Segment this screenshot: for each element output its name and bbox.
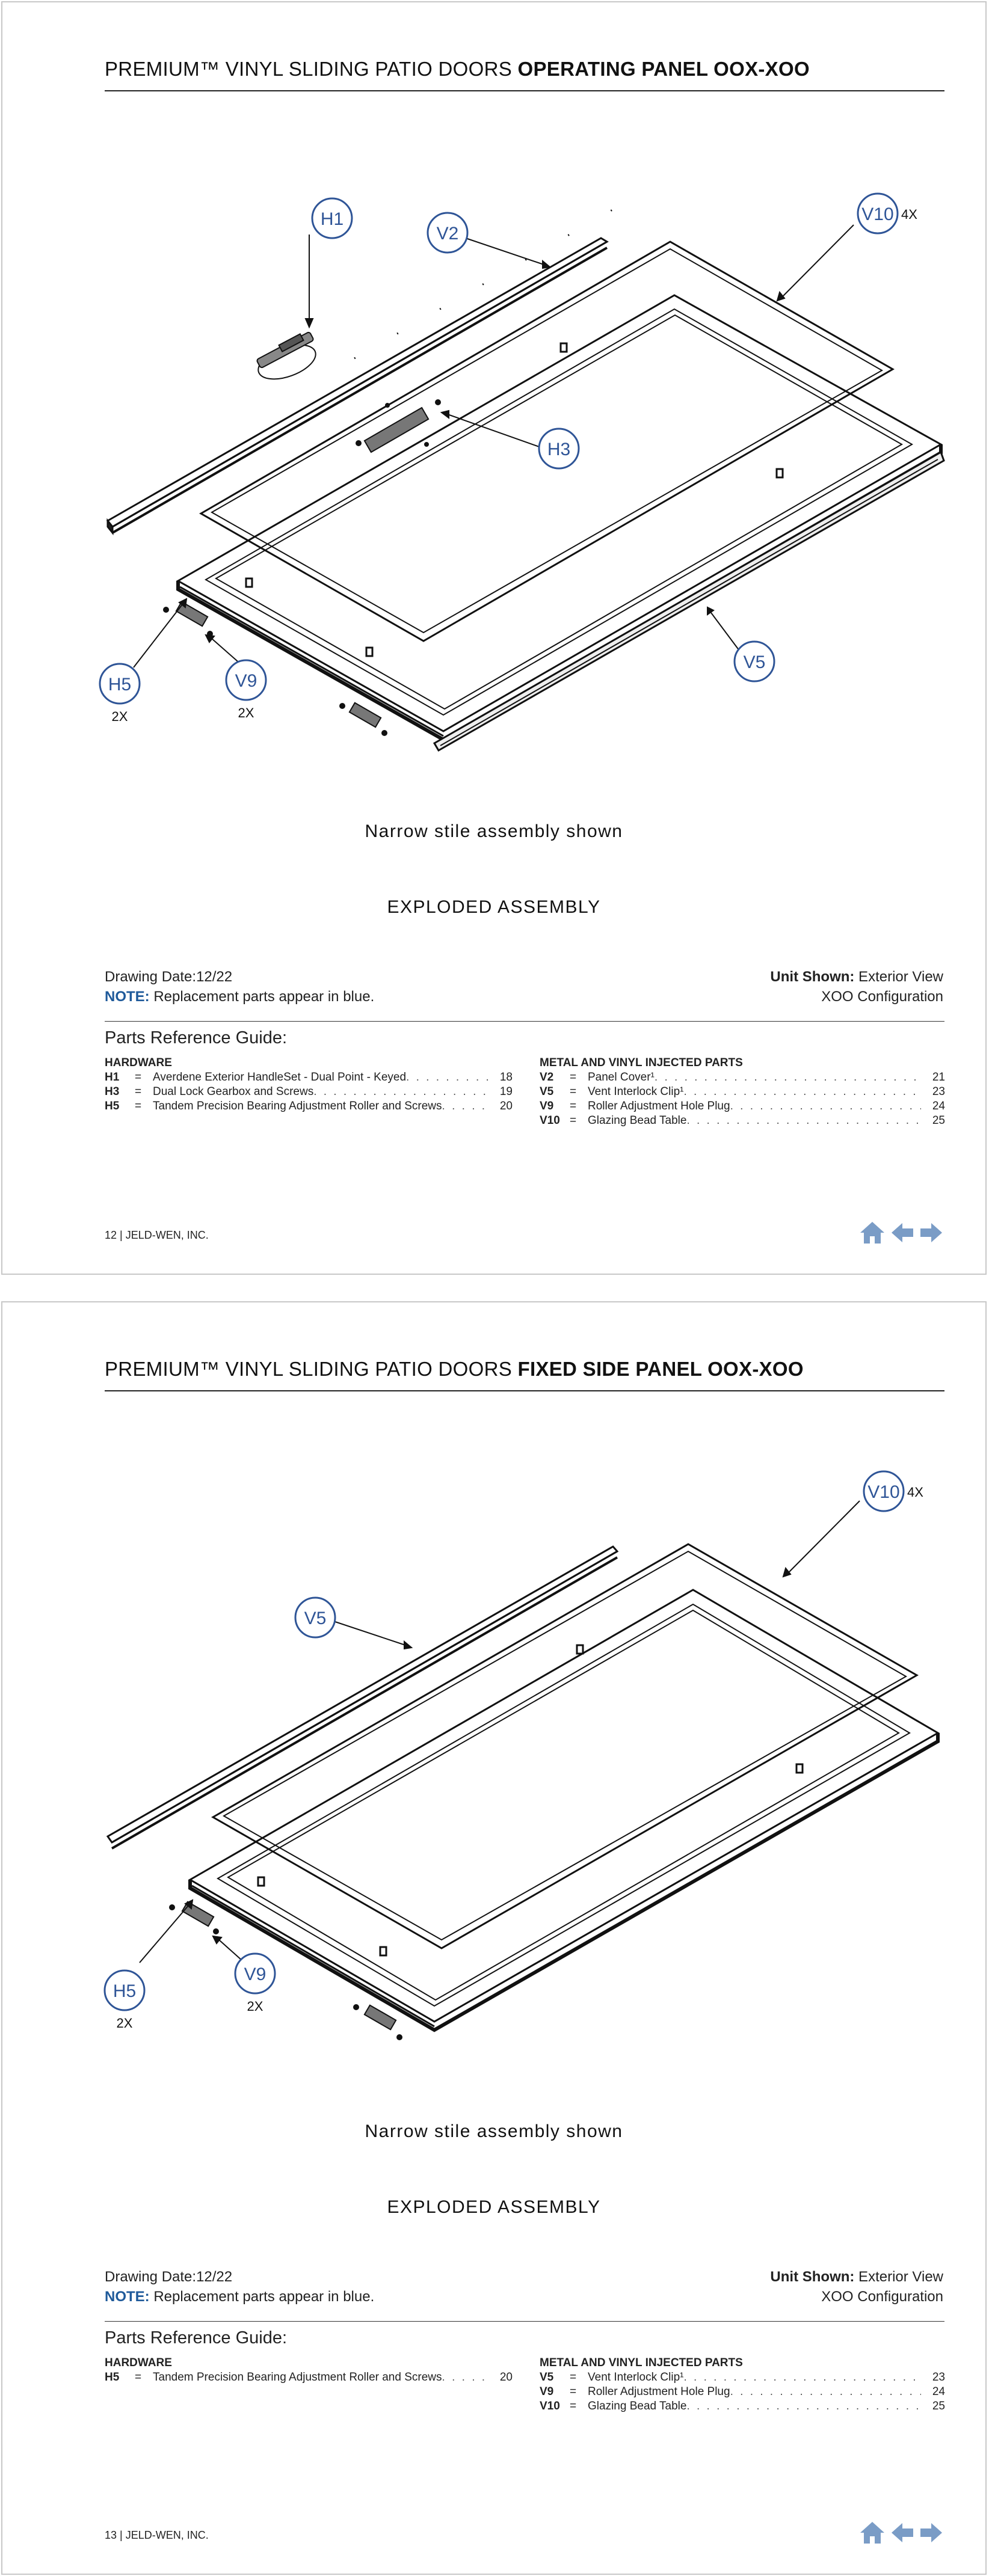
list-item[interactable]: H5 = Tandem Precision Bearing Adjustment Roller and Screws . . . 20 [105,2370,513,2385]
qty-v9: 2X [238,705,254,720]
callout-label-v5: V5 [304,1608,327,1628]
unit-shown: Unit Shown: Exterior View [770,2269,943,2285]
arrow-right-icon[interactable] [919,2521,943,2548]
callout-label-v10: V10 [861,204,894,224]
section-heading: EXPLODED ASSEMBLY [387,2197,601,2217]
drawing-caption: Narrow stile assembly shown [365,821,623,841]
home-icon[interactable] [859,2521,886,2548]
section-heading: EXPLODED ASSEMBLY [387,897,601,917]
configuration: XOO Configuration [821,989,943,1005]
hardware-list [105,1056,513,1114]
qty-v10: 4X [901,207,917,222]
arrow-left-icon[interactable] [890,1221,914,1248]
hardware-heading: HARDWARE [105,1056,172,1069]
list-item[interactable]: V5 = Vent Interlock Clip¹ . . . 23 [540,1085,945,1099]
list-item[interactable]: H3 = Dual Lock Gearbox and Screws . . . 19 [105,1085,513,1099]
list-item[interactable]: H1 = Averdene Exterior HandleSet - Dual Point - Keyed . . . 18 [105,1070,513,1085]
callout-label-h1: H1 [320,209,344,229]
configuration: XOO Configuration [821,2289,943,2305]
home-icon[interactable] [859,1221,886,1248]
qty-v10: 4X [907,1485,923,1500]
callout-label-v9: V9 [244,1964,267,1984]
parts-heading: METAL AND VINYL INJECTED PARTS [540,1056,743,1069]
page-nav [859,2521,943,2548]
callout-label-h3: H3 [547,440,571,459]
parts-guide-title: Parts Reference Guide: [105,1028,288,1047]
exploded-assembly-drawing [2,1302,988,2060]
list-item[interactable]: V5 = Vent Interlock Clip¹ . . . 23 [540,2370,945,2385]
exploded-assembly-drawing [2,2,988,760]
callout-label-v10: V10 [867,1482,900,1502]
drawing-caption: Narrow stile assembly shown [365,2121,623,2141]
drawing-date: Drawing Date:12/22 [105,969,233,985]
list-item[interactable]: H5 = Tandem Precision Bearing Adjustment Roller and Screws . . . 20 [105,1099,513,1114]
parts-list [540,2356,945,2414]
meta-rule [105,2321,944,2322]
list-item[interactable]: V9 = Roller Adjustment Hole Plug . . . 24 [540,1099,945,1114]
page-nav [859,1221,943,1248]
qty-v9: 2X [247,1999,263,2014]
unit-meta [770,2267,943,2307]
callout-label-h5: H5 [108,675,132,695]
callout-label-h5: H5 [112,1981,137,2001]
hardware-heading: HARDWARE [105,2357,172,2369]
unit-meta [770,967,943,1007]
callout-label-v2: V2 [436,224,459,244]
list-item[interactable]: V10 = Glazing Bead Table . . . 25 [540,1114,945,1128]
qty-h5: 2X [111,709,128,724]
list-item[interactable]: V9 = Roller Adjustment Hole Plug . . . 24 [540,2385,945,2399]
list-item[interactable]: V2 = Panel Cover¹ . . . 21 [540,1070,945,1085]
parts-heading: METAL AND VINYL INJECTED PARTS [540,2357,743,2369]
arrow-left-icon[interactable] [890,2521,914,2548]
page-title: PREMIUM™ VINYL SLIDING PATIO DOORS OPERATING PANEL OOX-XOO [105,58,810,80]
page-footer: 13 | JELD-WEN, INC. [105,2529,209,2541]
page-12 [1,1,987,1275]
note: NOTE: Replacement parts appear in blue. [105,989,375,1005]
page-footer: 12 | JELD-WEN, INC. [105,1229,209,1241]
hardware-list [105,2356,513,2385]
arrow-right-icon[interactable] [919,1221,943,1248]
page-title: PREMIUM™ VINYL SLIDING PATIO DOORS FIXED SIDE PANEL OOX-XOO [105,1358,804,1380]
callout-label-v9: V9 [235,671,257,691]
page-13 [1,1301,987,2575]
drawing-meta [105,2267,374,2307]
drawing-meta [105,967,374,1007]
qty-h5: 2X [116,2016,133,2031]
parts-guide-title: Parts Reference Guide: [105,2328,288,2348]
unit-shown: Unit Shown: Exterior View [770,969,943,985]
drawing-date: Drawing Date:12/22 [105,2269,233,2285]
parts-list [540,1056,945,1128]
list-item[interactable]: V10 = Glazing Bead Table . . . 25 [540,2399,945,2414]
callout-label-v5: V5 [743,652,766,672]
meta-rule [105,1021,944,1022]
note: NOTE: Replacement parts appear in blue. [105,2289,375,2305]
